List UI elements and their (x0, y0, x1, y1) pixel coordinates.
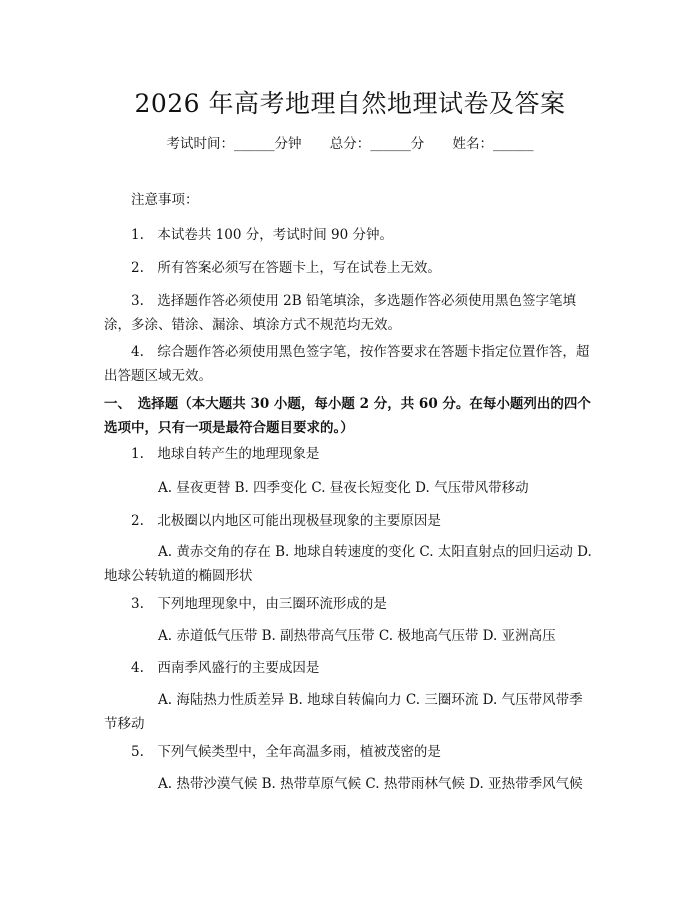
question-1-options: A. 昼夜更替 B. 四季变化 C. 昼夜长短变化 D. 气压带风带移动 (158, 480, 529, 496)
total-score-field: 总分：______分 (329, 136, 425, 152)
question-4-options: A. 海陆热力性质差异 B. 地球自转偏向力 C. 三圈环流 D. 气压带风带季节移动 (104, 692, 583, 732)
section-1-title: 一、 选择题（本大题共 30 小题，每小题 2 分，共 60 分。在每小题列出的四个选项中，只有一项是最符合题目要求的。） (104, 396, 591, 436)
page-title: 2026 年高考地理自然地理试卷及答案 (134, 89, 566, 118)
notice-item-1: 1. 本试卷共 100 分，考试时间 90 分钟。 (131, 227, 393, 243)
question-5-options: A. 热带沙漠气候 B. 热带草原气候 C. 热带雨林气候 D. 亚热带季风气候 (158, 776, 583, 792)
exam-info-line (0, 132, 700, 152)
notice-item-4: 4. 综合题作答必须使用黑色签字笔，按作答要求在答题卡指定位置作答，超出答题区域无效。 (104, 344, 590, 384)
exam-time-field: 考试时间：______分钟 (166, 136, 302, 152)
notice-item-2: 2. 所有答案必须写在答题卡上，写在试卷上无效。 (131, 260, 441, 276)
question-2-stem: 2. 北极圈以内地区可能出现极昼现象的主要原因是 (131, 513, 441, 529)
question-3-options: A. 赤道低气压带 B. 副热带高气压带 C. 极地高气压带 D. 亚洲高压 (158, 628, 556, 644)
notice-item-3: 3. 选择题作答必须使用 2B 铅笔填涂，多选题作答必须使用黑色签字笔填涂，多涂、错涂、漏涂、填涂方式不规范均无效。 (104, 293, 576, 333)
question-1-stem: 1. 地球自转产生的地理现象是 (131, 446, 320, 462)
question-2-options: A. 黄赤交角的存在 B. 地球自转速度的变化 C. 太阳直射点的回归运动 D. 地球公转轨道的椭圆形状 (104, 544, 592, 584)
name-field: 姓名：______ (452, 136, 534, 152)
question-4-stem: 4. 西南季风盛行的主要成因是 (131, 660, 320, 676)
question-3-stem: 3. 下列地理现象中，由三圈环流形成的是 (131, 596, 387, 612)
notice-heading: 注意事项： (131, 192, 199, 208)
question-5-stem: 5. 下列气候类型中，全年高温多雨，植被茂密的是 (131, 744, 441, 760)
